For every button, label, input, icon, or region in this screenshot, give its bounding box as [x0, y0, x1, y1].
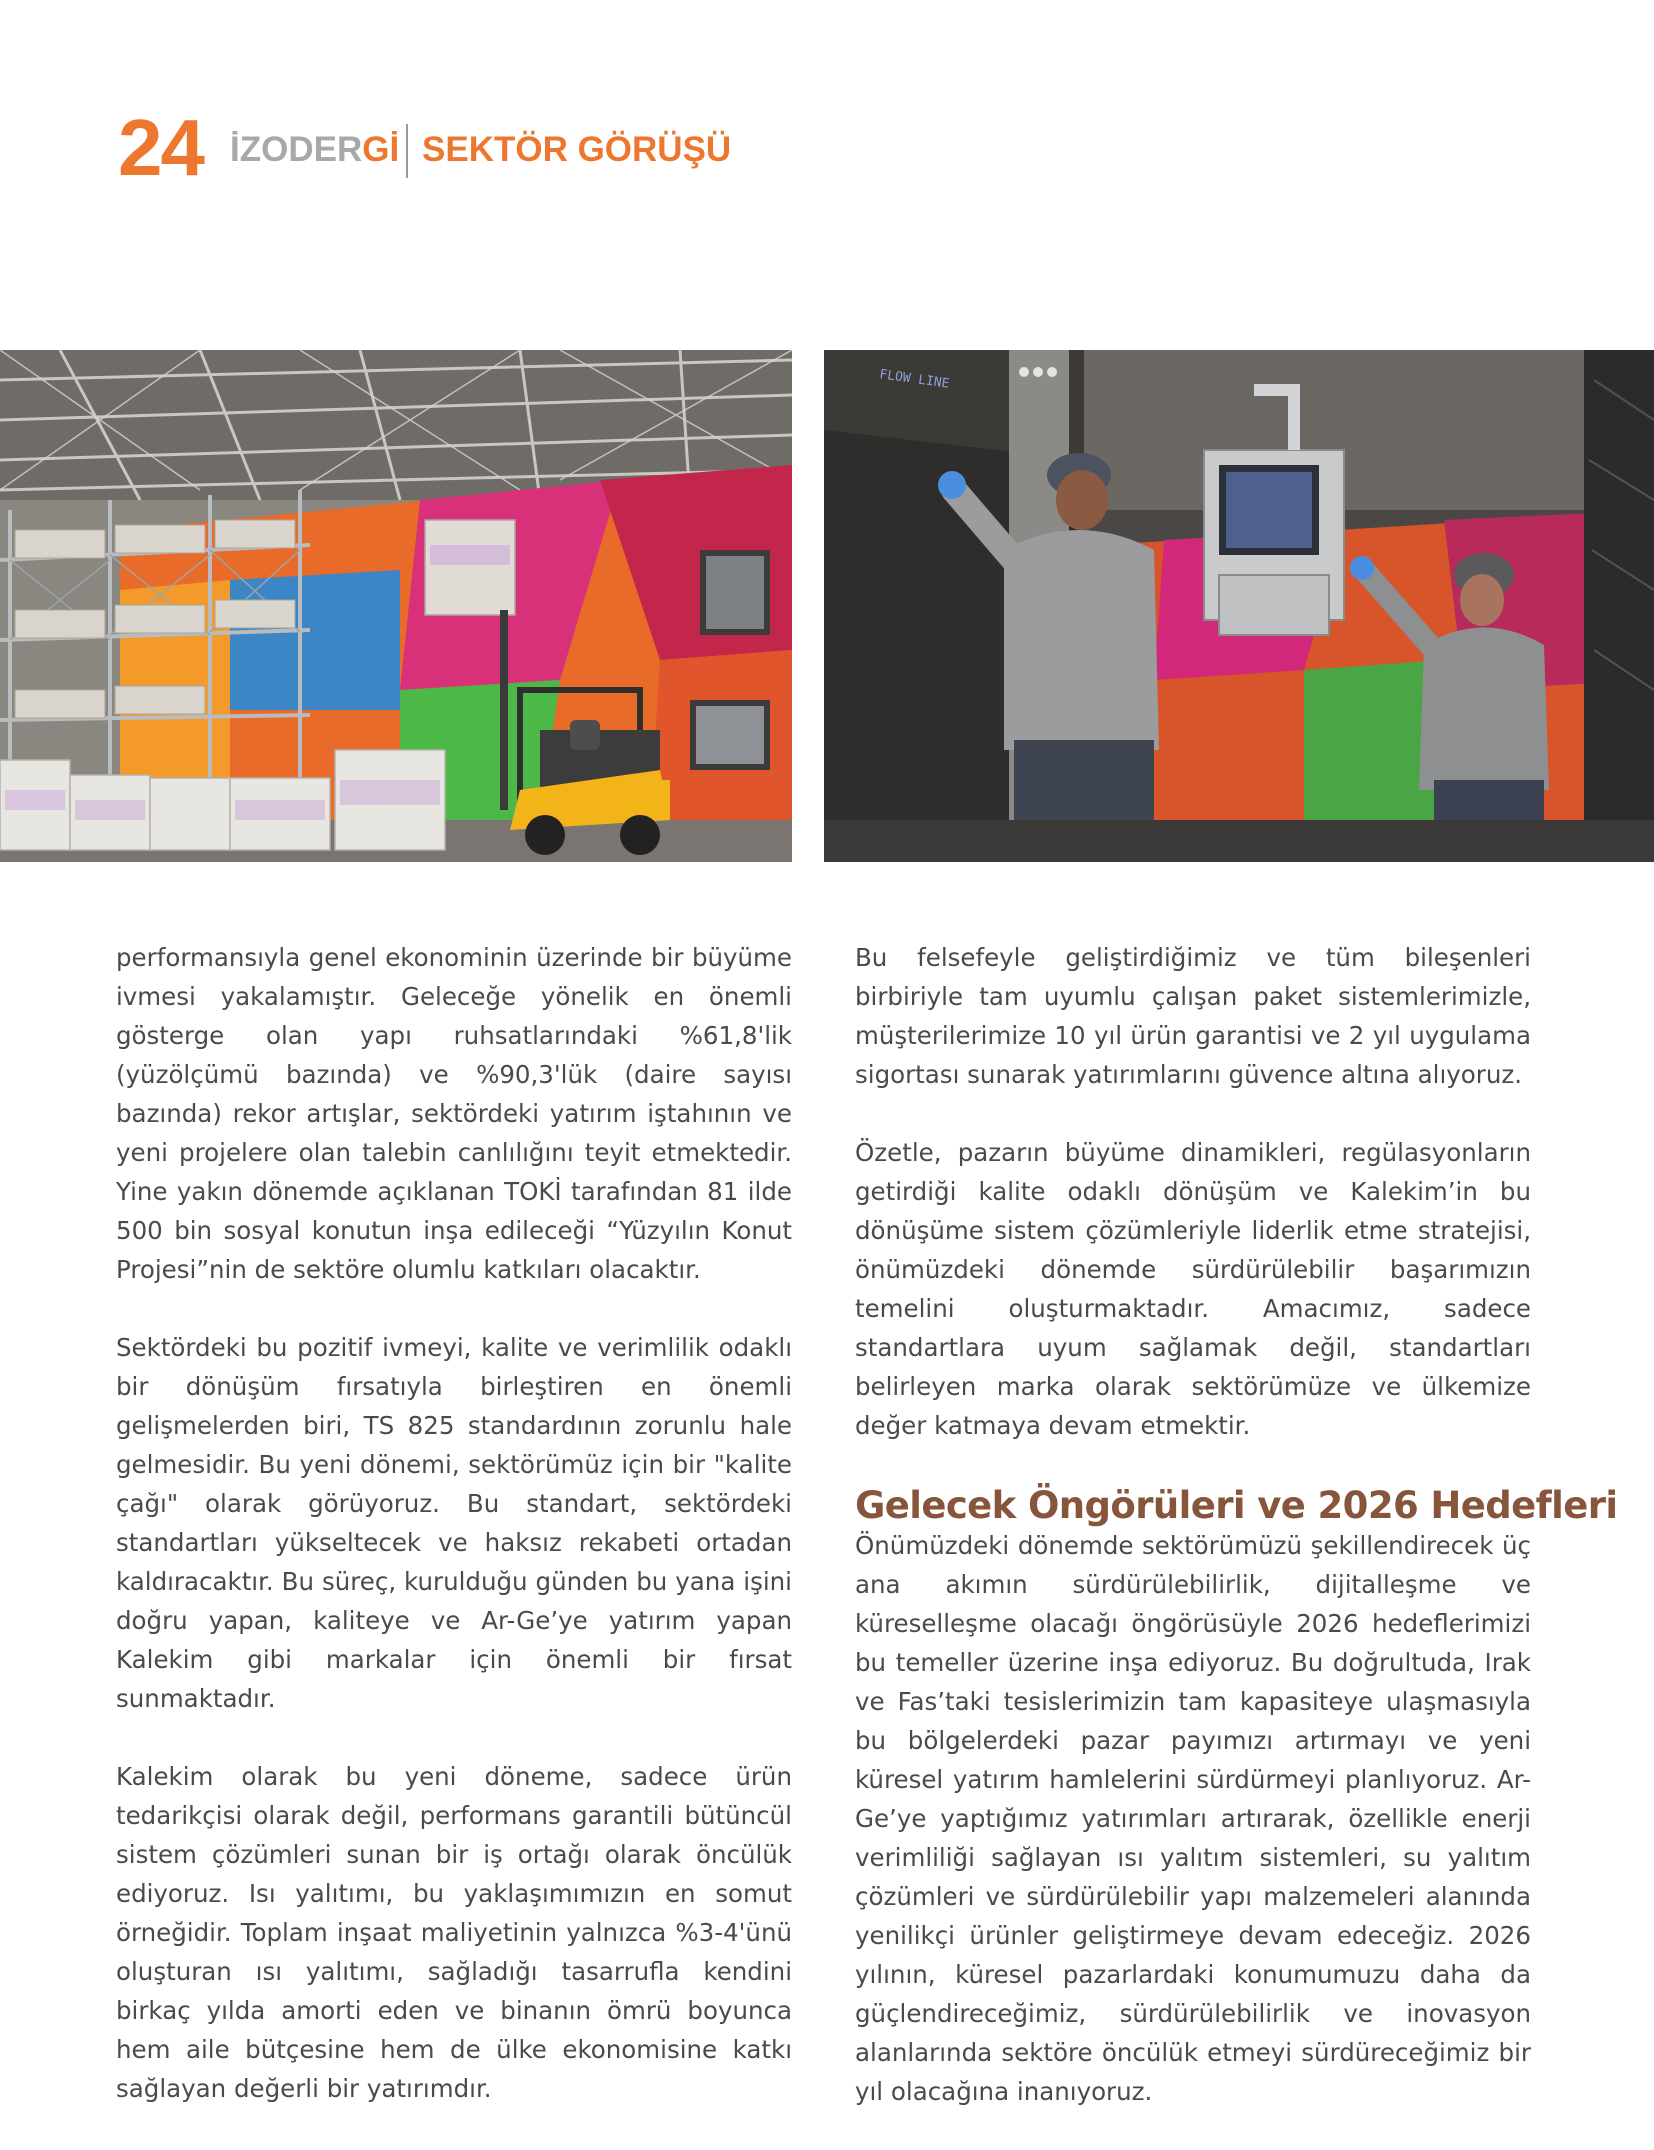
- article-paragraph: Kalekim olarak bu yeni döneme, sadece ürün tedarikçisi olarak değil, performans garantili bütüncül sistem çözümleri sunan bir iş ortağı olarak öncülük ediyoruz. Isı yalıtımı, bu yaklaşımımızın en somut örneğidir. Toplam inşaat maliyetinin yalnızca %3-4'ünü oluşturan ısı yalıtımı, sağladığı tasarrufla kendini birkaç yılda amorti eden ve binanın ömrü boyunca hem aile bütçesine hem de ülke ekonomisine katkı sağlayan değerli bir yatırımdır.: [116, 1762, 792, 2103]
- article-paragraph: Sektördeki bu pozitif ivmeyi, kalite ve verimlilik odaklı bir dönüşüm fırsatıyla birleştiren en önemli gelişmelerden biri, TS 825 standardının zorunlu hale gelmesidir. Bu yeni dönemi, sektörümüz için bir "kalite çağı" olarak görüyoruz. Bu standart, sektördeki standartları yükseltecek ve haksız rekabeti ortadan kaldıracaktır. Bu süreç, kurulduğu günden bu yana işini doğru yapan, kaliteye ve Ar-Ge’ye yatırım yapan Kalekim gibi markalar için önemli bir fırsat sunmaktadır.: [116, 1333, 792, 1713]
- article-paragraph: Bu felsefeyle geliştirdiğimiz ve tüm bileşenleri birbiriyle tam uyumlu çalışan paket sistemlerimizle, müşterilerimize 10 yıl ürün garantisi ve 2 yıl uygulama sigortası sunarak yatırımlarını güvence altına alıyoruz.: [855, 943, 1531, 1089]
- section-subheading: Gelecek Öngörüleri ve 2026 Hedefleri: [855, 1484, 1618, 1527]
- warehouse-photo: [0, 350, 792, 862]
- production-line-illustration: [824, 350, 1654, 862]
- magazine-name: [230, 130, 399, 170]
- page-number: 24: [118, 103, 203, 192]
- article-paragraph: Özetle, pazarın büyüme dinamikleri, regülasyonların getirdiği kalite odaklı dönüşüm ve Kalekim’in bu dönüşüme sistem çözümleriyle liderlik etme stratejisi, önümüzdeki dönemde sürdürülebilir başarımızın temelini oluşturmaktadır. Amacımız, sadece standartlara uyum sağlamak değil, standartları belirleyen marka olarak sektörümüze ve ülkemize değer katmaya devam etmektir.: [855, 1138, 1531, 1440]
- article-paragraph: Önümüzdeki dönemde sektörümüzü şekillendirecek üç ana akımın sürdürülebilirlik, dijitalleşme ve küreselleşme olacağı öngörüsüyle 2026 hedeflerimizi bu temeller üzerine inşa ediyoruz. Bu doğrultuda, Irak ve Fas’taki tesislerimizin tam kapasiteye ulaşmasıyla bu bölgelerdeki pazar payımızı artırmayı ve yeni küresel yatırım hamlelerini sürdürmeyi planlıyoruz. Ar-Ge’ye yaptığımız yatırımları artırarak, özellikle enerji verimliliği sağlayan ısı yalıtım sistemleri, su yalıtım çözümleri ve sürdürülebilir yapı malzemeleri alanında yenilikçi ürünler geliştirmeye devam edeceğiz. 2026 yılının, küresel pazarlardaki konumumuzu daha da güçlendireceğimiz, sürdürülebilirlik ve inovasyon alanlarında sektöre öncülük etmeyi sürdüreceğimiz bir yıl olacağına inanıyoruz.: [855, 1531, 1531, 2106]
- magazine-name-accent: Gİ: [362, 130, 400, 169]
- production-line-photo: [824, 350, 1654, 862]
- article-column-left: [116, 938, 792, 2147]
- header-divider: [406, 124, 408, 178]
- article-paragraph: performansıyla genel ekonominin üzerinde bir büyüme ivmesi yakalamıştır. Geleceğe yönelik en önemli gösterge olan yapı ruhsatlarındaki %61,8'lik (yüzölçümü bazında) ve %90,3'lük (daire sayısı bazında) rekor artışlar, sektördeki yatırım iştahının ve yeni projelere olan talebin canlılığını teyit etmektedir. Yine yakın dönemde açıklanan TOKİ tarafından 81 ilde 500 bin sosyal konutun inşa edileceği “Yüzyılın Konut Projesi”nin de sektöre olumlu katkıları olacaktır.: [116, 943, 792, 1284]
- machine-label: FLOW LINE: [878, 367, 951, 392]
- magazine-name-main: İZODER: [230, 130, 363, 169]
- section-title: SEKTÖR GÖRÜŞÜ: [422, 130, 732, 169]
- article-column-right: [855, 938, 1618, 2150]
- warehouse-illustration: [0, 350, 792, 862]
